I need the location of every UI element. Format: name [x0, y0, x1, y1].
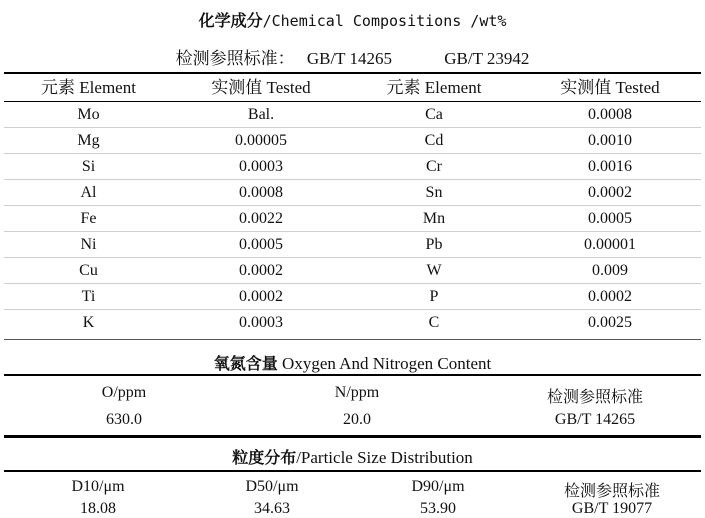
value-cell: 0.00001 — [519, 232, 701, 258]
table-row — [4, 128, 701, 154]
particle-size-title — [0, 445, 705, 468]
table-row — [4, 180, 701, 206]
element-cell: Al — [4, 180, 173, 206]
header-standard: 检测参照标准 — [563, 483, 660, 500]
header-tested: 实测值 Tested — [519, 74, 701, 102]
value-cell: 0.0002 — [173, 258, 349, 284]
d90-value: 53.90 — [420, 500, 456, 517]
value-cell: 0.0010 — [519, 128, 701, 154]
d10-value: 18.08 — [80, 500, 116, 517]
value-cell: 0.009 — [519, 258, 701, 284]
standard-label: 检测参照标准： — [175, 49, 295, 68]
value-cell: 0.0002 — [173, 284, 349, 310]
header-nitrogen: N/ppm — [334, 384, 380, 401]
table-row — [4, 102, 701, 128]
value-cell: 0.0016 — [519, 154, 701, 180]
table-row — [4, 232, 701, 258]
header-tested: 实测值 Tested — [173, 74, 349, 102]
oxygen-nitrogen-title-cn: 氧氮含量 — [213, 354, 278, 373]
standard-gb-t-23942: GB/T 23942 — [444, 49, 530, 68]
d50-value: 34.63 — [254, 500, 290, 517]
element-cell: P — [349, 284, 519, 310]
value-cell: 0.0005 — [519, 206, 701, 232]
standard-value: GB/T 14265 — [554, 411, 636, 428]
table-row — [4, 284, 701, 310]
element-cell: Ca — [349, 102, 519, 128]
element-cell: Ti — [4, 284, 173, 310]
value-cell: 0.0003 — [173, 154, 349, 180]
element-cell: Pb — [349, 232, 519, 258]
particle-size-rule — [4, 470, 701, 472]
element-cell: Si — [4, 154, 173, 180]
table-row — [4, 154, 701, 180]
chemical-title-en: /Chemical Compositions /wt% — [262, 12, 507, 30]
element-cell: Fe — [4, 206, 173, 232]
element-cell: Cu — [4, 258, 173, 284]
element-cell: Cr — [349, 154, 519, 180]
header-oxygen: O/ppm — [101, 384, 147, 401]
particle-size-title-cn: 粒度分布 — [232, 448, 297, 467]
chemical-composition-title — [0, 8, 705, 31]
value-cell: 0.0008 — [173, 180, 349, 206]
table-row — [4, 310, 701, 336]
element-cell: Mg — [4, 128, 173, 154]
element-cell: Sn — [349, 180, 519, 206]
element-cell: Cd — [349, 128, 519, 154]
value-cell: Bal. — [173, 102, 349, 128]
element-cell: C — [428, 314, 440, 331]
header-d50: D50/μm — [245, 478, 299, 495]
chemical-standard-line — [0, 44, 705, 69]
value-cell: 0.0008 — [519, 102, 701, 128]
chemical-title-cn: 化学成分 — [198, 11, 263, 30]
chemical-composition-table — [4, 74, 701, 335]
standard-value: GB/T 19077 — [571, 500, 653, 517]
header-element: 元素 Element — [4, 74, 173, 102]
chemical-header-row — [4, 74, 701, 102]
section-divider — [4, 339, 701, 340]
header-d10: D10/μm — [71, 478, 125, 495]
value-cell: 0.0002 — [519, 284, 701, 310]
oxygen-nitrogen-rule — [4, 374, 701, 376]
header-element: 元素 Element — [349, 74, 519, 102]
value-cell: 0.0002 — [519, 180, 701, 206]
table-row — [4, 258, 701, 284]
value-cell: 0.0022 — [173, 206, 349, 232]
table-row — [4, 206, 701, 232]
element-cell: Ni — [4, 232, 173, 258]
element-cell: W — [349, 258, 519, 284]
value-cell: 0.0003 — [239, 314, 283, 331]
nitrogen-value: 20.0 — [343, 411, 371, 428]
header-standard: 检测参照标准 — [546, 389, 643, 406]
oxygen-value: 630.0 — [106, 411, 142, 428]
value-cell: 0.00005 — [173, 128, 349, 154]
value-cell: 0.0005 — [173, 232, 349, 258]
element-cell: Mo — [4, 102, 173, 128]
value-cell: 0.0025 — [588, 314, 632, 331]
oxygen-nitrogen-title — [0, 351, 705, 374]
standard-gb-t-14265: GB/T 14265 — [306, 49, 392, 68]
oxygen-nitrogen-title-en: Oxygen And Nitrogen Content — [277, 354, 492, 373]
element-cell: Mn — [349, 206, 519, 232]
header-d90: D90/μm — [411, 478, 465, 495]
element-cell: K — [82, 314, 95, 331]
thick-divider — [4, 435, 701, 438]
particle-size-title-en: /Particle Size Distribution — [296, 448, 473, 467]
